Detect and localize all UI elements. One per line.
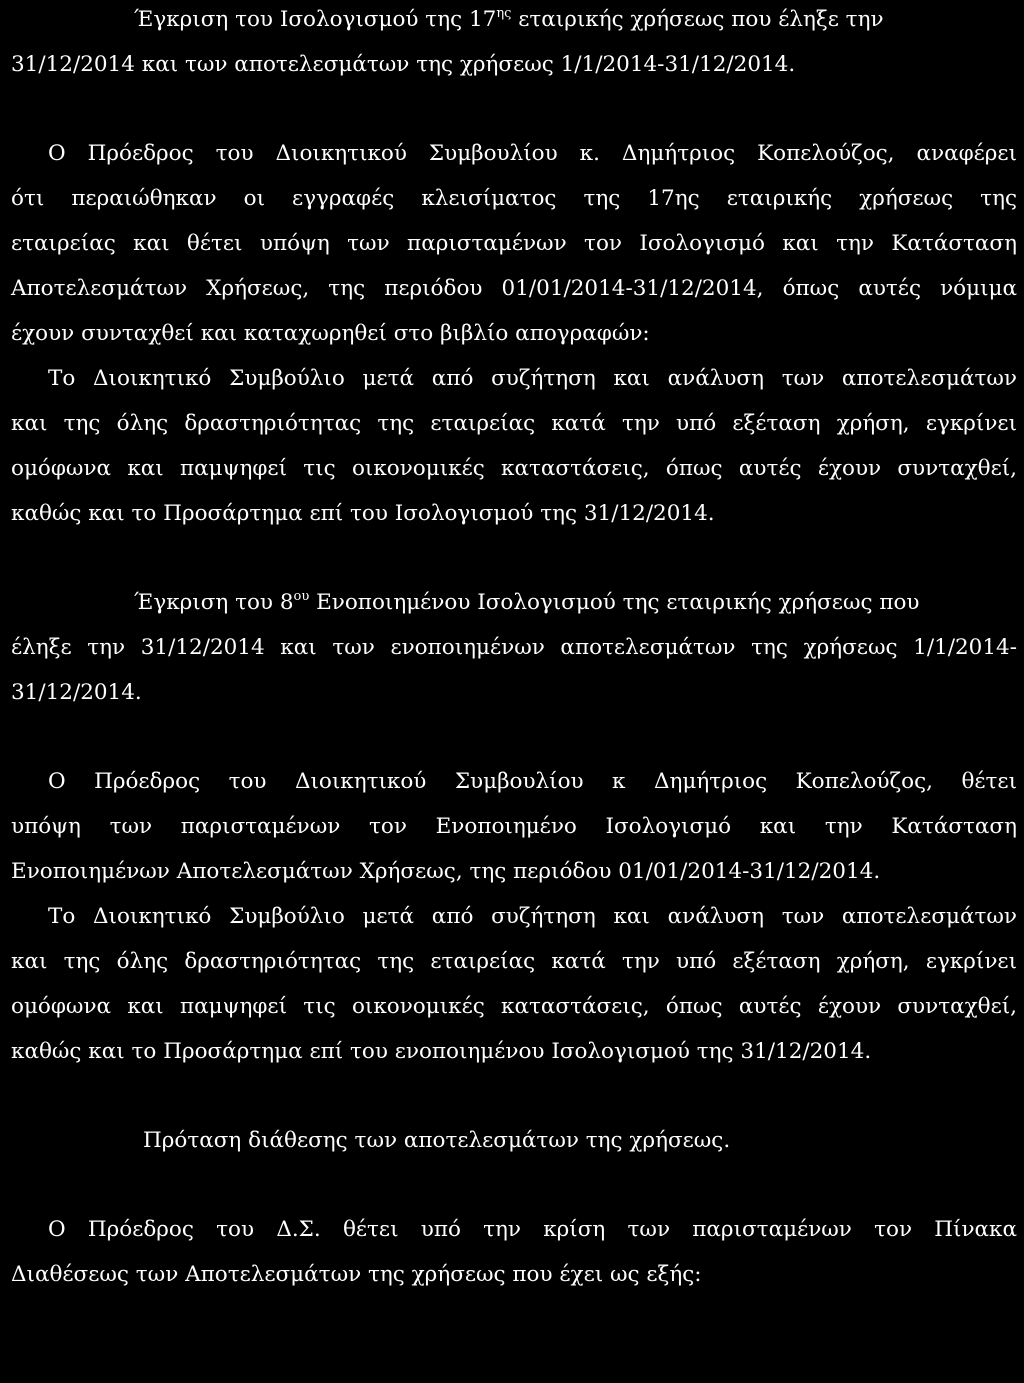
heading-line: έληξε την 31/12/2014 και των ενοποιημένων αποτελεσμάτων της χρήσεως 1/1/2014-: [11, 635, 1017, 660]
heading-line: Έγκριση του $8^{o\upsilon}$ Ενοποιημένου Ισολογισμού της εταιρικής χρήσεως που: [134, 589, 920, 615]
paragraph-line: Ο Πρόεδρος του Δ.Σ. θέτει υπό την κρίση των παρισταμένων τον Πίνακα: [48, 1217, 1017, 1242]
paragraph-board-approval: [11, 356, 1017, 536]
paragraph-gap: [11, 1074, 1017, 1118]
paragraph-chairman-statement: [11, 131, 1017, 356]
paragraph-line: ότι περαιώθηκαν οι εγγραφές κλεισίματος της 17ης εταιρικής χρήσεως της: [11, 186, 1017, 211]
paragraph-line: Ο Πρόεδρος του Διοικητικού Συμβουλίου κ Δημήτριος Κοπελούζος, θέτει: [48, 769, 1017, 794]
paragraph-line: Αποτελεσμάτων Χρήσεως, της περιόδου 01/01/2014-31/12/2014, όπως αυτές νόμιμα: [11, 276, 1017, 301]
paragraph-line: Διαθέσεως των Αποτελεσμάτων της χρήσεως που έχει ως εξής:: [11, 1262, 702, 1287]
paragraph-distribution-table-intro: [11, 1207, 1017, 1297]
ordinal-suffix: ου: [293, 589, 310, 604]
paragraph-line: Ενοποιημένων Αποτελεσμάτων Χρήσεως, της περιόδου 01/01/2014-31/12/2014.: [11, 859, 881, 884]
paragraph-chairman-consolidated: [11, 759, 1017, 894]
heading-consolidated-approval: [11, 580, 1017, 715]
heading-line: 31/12/2014 και των αποτελεσμάτων της χρήσεως 1/1/2014-31/12/2014.: [11, 52, 796, 77]
paragraph-line: υπόψη των παρισταμένων τον Ενοποιημένο Ισολογισμό και την Κατάσταση: [11, 814, 1017, 839]
paragraph-gap: [11, 87, 1017, 131]
paragraph-line: καθώς και το Προσάρτημα επί του ενοποιημένου Ισολογισμού της 31/12/2014.: [11, 1039, 872, 1064]
paragraph-line: έχουν συνταχθεί και καταχωρηθεί στο βιβλίο απογραφών:: [11, 321, 650, 346]
paragraph-gap: [11, 715, 1017, 759]
paragraph-line: ομόφωνα και παμψηφεί τις οικονομικές καταστάσεις, όπως αυτές έχουν συνταχθεί,: [11, 456, 1017, 481]
paragraph-line: ομόφωνα και παμψηφεί τις οικονομικές καταστάσεις, όπως αυτές έχουν συνταχθεί,: [11, 994, 1017, 1019]
paragraph-line: και της όλης δραστηριότητας της εταιρείας κατά την υπό εξέταση χρήση, εγκρίνει: [11, 949, 1017, 974]
paragraph-line: Το Διοικητικό Συμβούλιο μετά από συζήτηση και ανάλυση των αποτελεσμάτων: [48, 904, 1017, 929]
paragraph-line: Ο Πρόεδρος του Διοικητικού Συμβουλίου κ. Δημήτριος Κοπελούζος, αναφέρει: [48, 141, 1017, 166]
heading-balance-sheet-approval: [11, 0, 1017, 87]
paragraph-line: καθώς και το Προσάρτημα επί του Ισολογισμού της 31/12/2014.: [11, 501, 715, 526]
heading-line: Έγκριση του Ισολογισμού της $17^{\eta\varsigma}$ εταιρικής χρήσεως που έληξε την: [134, 6, 884, 32]
paragraph-board-consolidated-approval: [11, 894, 1017, 1074]
paragraph-gap: [11, 536, 1017, 580]
ordinal-suffix: ης: [496, 6, 512, 21]
paragraph-line: εταιρείας και θέτει υπόψη των παρισταμένων τον Ισολογισμό και την Κατάσταση: [11, 231, 1017, 256]
heading-line: 31/12/2014.: [11, 680, 142, 705]
paragraph-line: και της όλης δραστηριότητας της εταιρείας κατά την υπό εξέταση χρήση, εγκρίνει: [11, 411, 1017, 436]
paragraph-line: Το Διοικητικό Συμβούλιο μετά από συζήτηση και ανάλυση των αποτελεσμάτων: [48, 366, 1017, 391]
heading-results-distribution: Πρόταση διάθεσης των αποτελεσμάτων της χρήσεως.: [143, 1128, 731, 1153]
paragraph-gap: [11, 1163, 1017, 1207]
document-page: [11, 0, 1017, 1297]
